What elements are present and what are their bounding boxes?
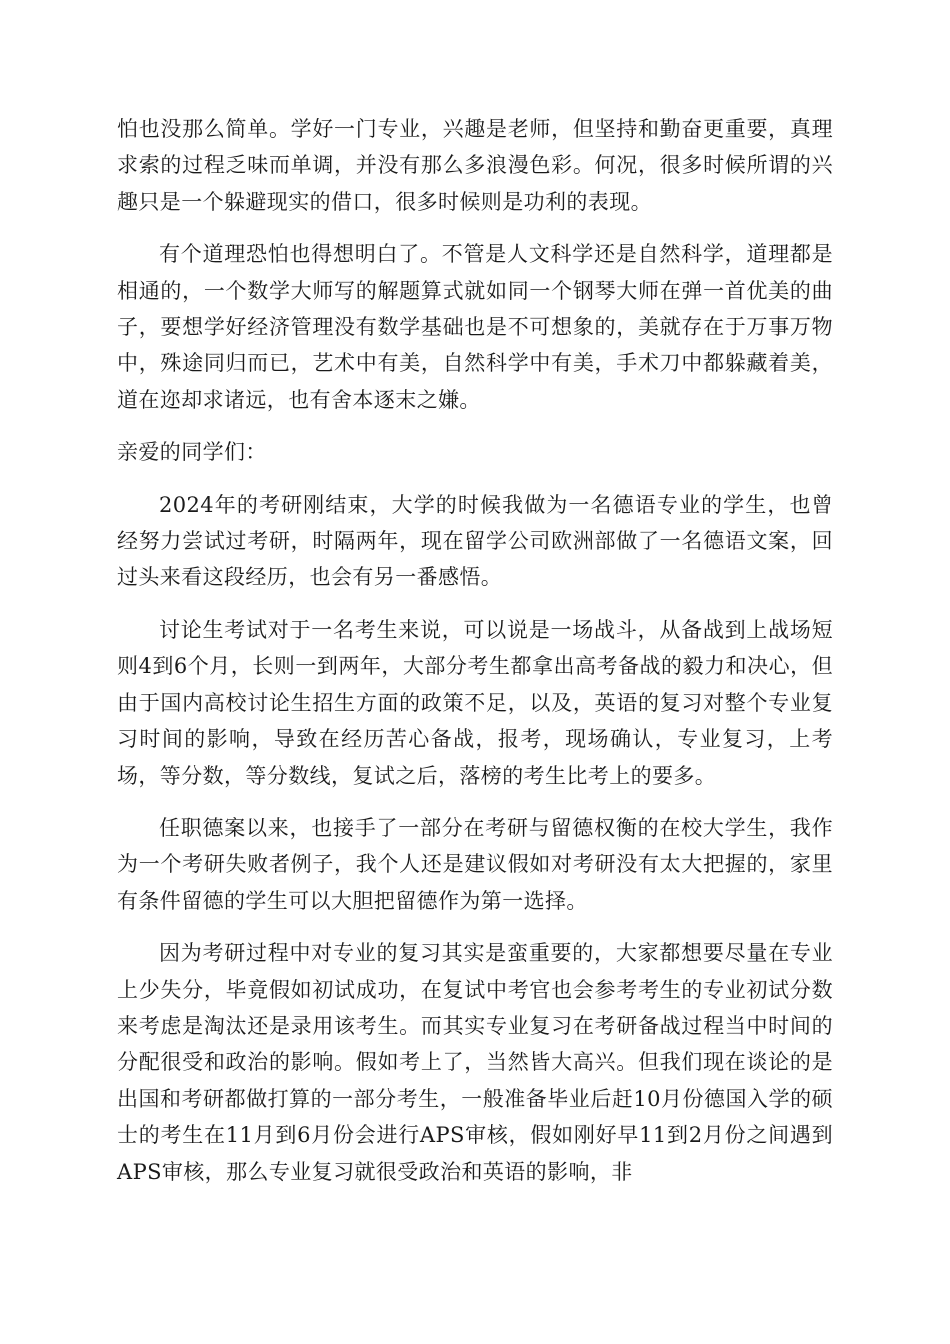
document-body (117, 111, 833, 1190)
paragraph-5: 任职德案以来，也接手了一部分在考研与留德权衡的在校大学生，我作为一个考研失败者例子，我个人还是建议假如对考研没有太大把握的，家里有条件留德的学生可以大胆把留德作为第一选择。 (117, 815, 833, 913)
paragraph-6: 因为考研过程中对专业的复习其实是蛮重要的，大家都想要尽量在专业上少失分，毕竟假如初试成功，在复试中考官也会参考考生的专业初试分数来考虑是淘汰还是录用该考生。而其实专业复习在考研备战过程当中时间的分配很受和政治的影响。假如考上了，当然皆大高兴。但我们现在谈论的是出国和考研都做打算的一部分考生，一般准备毕业后赶10月份德国入学的硕士的考生在11月到6月份会进行APS审核，假如刚好早11到2月份之间遇到APS审核，那么专业复习就很受政治和英语的影响，非 (117, 941, 833, 1184)
paragraph-1: 怕也没那么简单。学好一门专业，兴趣是老师，但坚持和勤奋更重要，真理求索的过程乏味而单调，并没有那么多浪漫色彩。何况，很多时候所谓的兴趣只是一个躲避现实的借口，很多时候则是功利的表现。 (117, 117, 833, 214)
paragraph-3: 2024年的考研刚结束，大学的时候我做为一名德语专业的学生，也曾经努力尝试过考研，时隔两年，现在留学公司欧洲部做了一名德语文案，回过头来看这段经历，也会有另一番感悟。 (117, 492, 833, 590)
paragraph-4: 讨论生考试对于一名考生来说，可以说是一场战斗，从备战到上战场短则4到6个月，长则一到两年，大部分考生都拿出高考备战的毅力和决心，但由于国内高校讨论生招生方面的政策不足，以及，英语的复习对整个专业复习时间的影响，导致在经历苦心备战，报考，现场确认，专业复习，上考场，等分数，等分数线，复试之后，落榜的考生比考上的要多。 (117, 617, 833, 788)
paragraph-2: 有个道理恐怕也得想明白了。不管是人文科学还是自然科学，道理都是相通的，一个数学大师写的解题算式就如同一个钢琴大师在弹一首优美的曲子，要想学好经济管理没有数学基础也是不可想象的，美就存在于万事万物中，殊途同归而已，艺术中有美，自然科学中有美，手术刀中都躲藏着美，道在迩却求诸远，也有舍本逐末之嫌。 (117, 242, 833, 412)
salutation: 亲爱的同学们： (117, 440, 267, 465)
